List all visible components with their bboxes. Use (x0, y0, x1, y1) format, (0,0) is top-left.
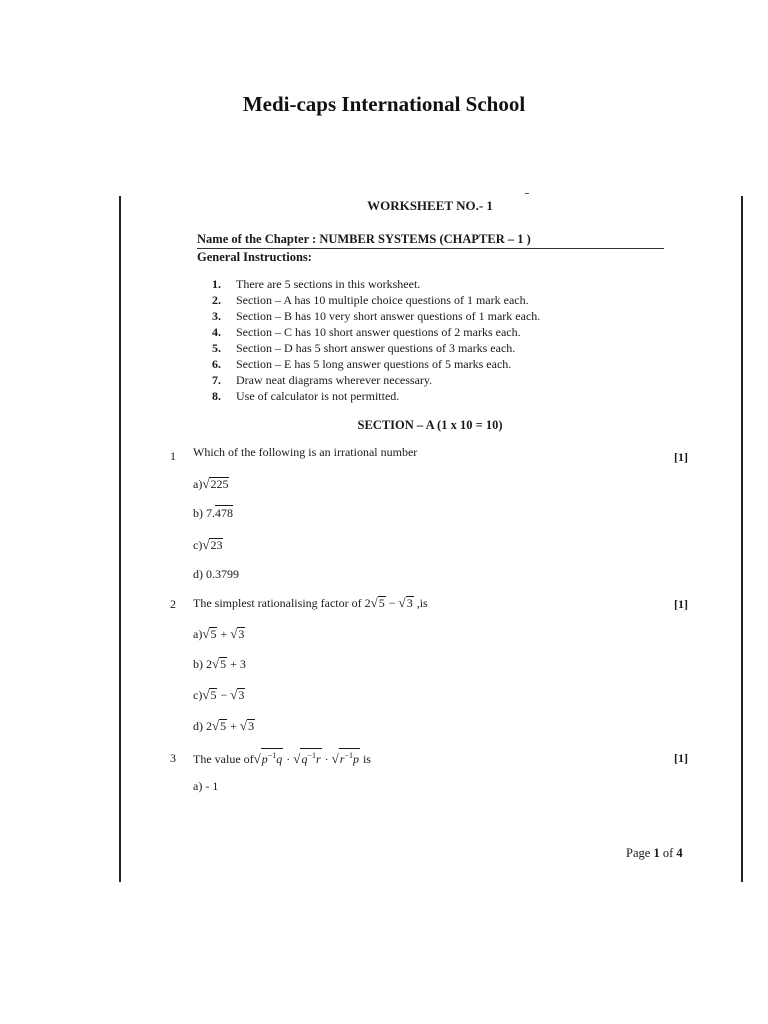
radicand: 5 (210, 688, 217, 702)
q3-option-a: a) - 1 (193, 779, 219, 793)
instruction-text: There are 5 sections in this worksheet. (236, 277, 421, 291)
instruction-number: 2. (212, 293, 221, 307)
general-instructions-heading: General Instructions: (197, 250, 312, 264)
q2-option-c (193, 687, 245, 703)
radicand: 3 (238, 627, 245, 641)
instruction-number: 5. (212, 341, 221, 355)
option-label: c) (193, 688, 203, 702)
sqrt-sign: √ (212, 656, 220, 671)
page-border-right (741, 196, 743, 882)
question-3-text (193, 748, 371, 767)
instruction-text: Section – C has 10 short answer questions of 2 marks each. (236, 325, 521, 339)
instruction-text: Use of calculator is not permitted. (236, 389, 400, 403)
question-3-number: 3 (170, 751, 176, 765)
instruction-number: 7. (212, 373, 221, 387)
option-tail: + 3 (227, 657, 246, 671)
sqrt-sign: √ (253, 751, 261, 766)
sqrt-sign: √ (331, 751, 339, 766)
question-1-number: 1 (170, 449, 176, 463)
q2-option-a (193, 626, 245, 642)
sqrt-sign: √ (398, 595, 406, 610)
q2-option-d (193, 718, 255, 734)
page-number (626, 846, 683, 861)
instruction-number: 1. (212, 277, 221, 291)
chapter-name: Name of the Chapter : NUMBER SYSTEMS (CHAPTER – 1 ) (197, 232, 531, 246)
instruction-text: Section – B has 10 very short answer questions of 1 mark each. (236, 309, 541, 323)
operator: · (321, 752, 332, 766)
school-name: Medi-caps International School (242, 92, 526, 116)
sqrt-sign: √ (202, 687, 210, 702)
sqrt-sign: √ (230, 687, 238, 702)
instruction-text: Section – A has 10 multiple choice questions of 1 mark each. (236, 293, 529, 307)
sqrt-sign: √ (212, 718, 220, 733)
radicand: 23 (210, 538, 223, 552)
sqrt-sign: √ (202, 537, 210, 552)
radicand: 3 (248, 719, 255, 733)
radicand: 5 (378, 596, 385, 610)
instruction-item (212, 356, 540, 372)
instruction-item (212, 388, 540, 404)
current-page: 1 (653, 846, 660, 860)
option-label: d) 0.3799 (193, 567, 239, 581)
question-3-marks: [1] (674, 751, 688, 765)
q2-option-b (193, 656, 246, 672)
q1-option-a (193, 476, 229, 492)
question-1-text: Which of the following is an irrational number (193, 445, 418, 459)
sqrt-sign: √ (239, 718, 248, 733)
page-border-left (119, 196, 121, 882)
radicand: $r^{-1}p$ (339, 748, 360, 766)
worksheet-title: WORKSHEET NO.- 1 (367, 198, 493, 213)
sqrt-sign: √ (370, 595, 378, 610)
instruction-number: 6. (212, 357, 221, 371)
instruction-item (212, 372, 540, 388)
instruction-number: 8. (212, 389, 221, 403)
option-label: c) (193, 538, 203, 552)
operator: + (217, 627, 231, 641)
page-prefix: Page (626, 846, 654, 860)
operator: − (385, 596, 399, 610)
option-label: b) 7. (193, 506, 215, 520)
q1-option-b (193, 506, 233, 521)
option-label: b) 2 (193, 657, 212, 671)
instruction-item (212, 324, 540, 340)
question-2-number: 2 (170, 597, 176, 611)
instruction-text: Draw neat diagrams wherever necessary. (236, 373, 433, 387)
instruction-text: Section – E has 5 long answer questions of 5 marks each. (236, 357, 512, 371)
instruction-text: Section – D has 5 short answer questions of 3 marks each. (236, 341, 516, 355)
sqrt-sign: √ (202, 626, 210, 641)
sqrt-sign: √ (230, 626, 238, 641)
radicand: 5 (220, 719, 227, 733)
operator: · (283, 752, 294, 766)
instruction-item (212, 276, 540, 292)
q3-text-after: is (359, 752, 371, 766)
operator: + (227, 719, 240, 733)
radicand: 5 (220, 657, 227, 671)
option-label: d) 2 (193, 719, 212, 733)
radicand: 225 (210, 477, 229, 491)
sqrt-sign: √ (293, 751, 301, 766)
section-a-heading: SECTION – A (1 x 10 = 10) (357, 418, 503, 432)
repeating-digits: 478 (215, 506, 233, 520)
question-2-marks: [1] (674, 597, 688, 611)
instruction-item (212, 292, 540, 308)
radicand: 5 (210, 627, 217, 641)
total-pages: 4 (676, 846, 683, 860)
q2-text-before: The simplest rationalising factor of 2 (193, 596, 371, 610)
radicand: 3 (406, 596, 413, 610)
radicand: $q^{-1}r$ (300, 748, 321, 766)
question-2-text (193, 595, 428, 611)
sqrt-sign: √ (202, 476, 210, 491)
q3-text-before: The value of (193, 752, 254, 766)
radicand: $p^{-1}q$ (261, 748, 284, 766)
q1-option-c (193, 537, 223, 553)
instruction-number: 4. (212, 325, 221, 339)
q2-text-after: ,is (413, 596, 428, 610)
operator: − (217, 688, 231, 702)
page-of: of (659, 846, 677, 860)
instruction-item (212, 340, 540, 356)
scan-speck (525, 193, 529, 194)
instruction-item (212, 308, 540, 324)
option-label: a) (193, 627, 203, 641)
option-label: a) (193, 477, 203, 491)
radicand: 3 (238, 688, 245, 702)
instruction-number: 3. (212, 309, 221, 323)
chapter-underline (197, 248, 664, 249)
instructions-list (212, 276, 540, 404)
question-1-marks: [1] (674, 450, 688, 464)
q1-option-d (193, 567, 239, 582)
